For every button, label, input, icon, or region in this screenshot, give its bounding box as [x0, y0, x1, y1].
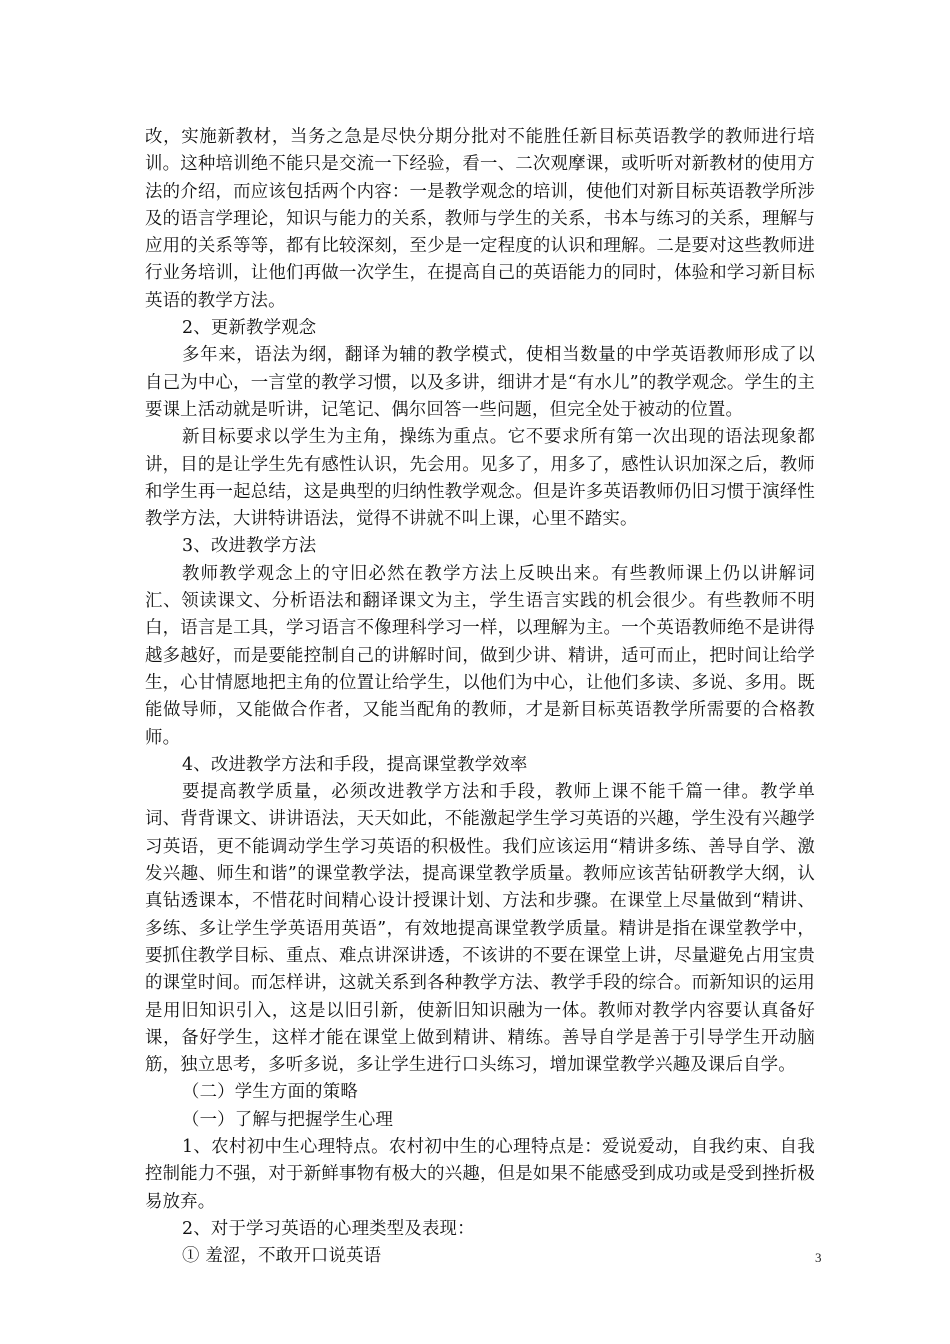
- page-number: 3: [815, 1250, 822, 1265]
- heading-update-teaching-concepts: 2、更新教学观念: [182, 318, 317, 339]
- document-body: [145, 124, 815, 1270]
- paragraph-1: 改，实施新教材，当务之急是尽快分期分批对不能胜任新目标英语教学的教师进行培训。这种培训绝不能只是交流一下经验，看一、二次观摩课，或听听对新教材的使用方法的介绍，而应该包括两个内容：一是教学观念的培训，使他们对新目标英语教学所涉及的语言学理论，知识与能力的关系，教师与学生的关系，书本与练习的关系，理解与应用的关系等等，都有比较深刻，至少是一定程度的认识和理解。二是要对这些教师进行业务培训，让他们再做一次学生，在提高自己的英语能力的同时，体验和学习新目标英语的教学方法。: [145, 127, 815, 311]
- heading-improve-teaching-methods: 3、改进教学方法: [182, 536, 317, 557]
- list-item-shy: ① 羞涩，不敢开口说英语: [182, 1246, 382, 1267]
- paragraph-6: 1、农村初中生心理特点。农村初中生的心理特点是：爱说爱动，自我约束、自我控制能力不强，对于新鲜事物有极大的兴趣，但是如果不能感受到成功或是受到挫折极易放弃。: [145, 1136, 815, 1212]
- paragraph-4: 教师教学观念上的守旧必然在教学方法上反映出来。有些教师课上仍以讲解词汇、领读课文、分析语法和翻译课文为主，学生语言实践的机会很少。有些教师不明白，语言是工具，学习语言不像理科学习一样，以理解为主。一个英语教师绝不是讲得越多越好，而是要能控制自己的讲解时间，做到少讲、精讲，适可而止，把时间让给学生，心甘情愿地把主角的位置让给学生，以他们为中心，让他们多读、多说、多用。既能做导师，又能做合作者，又能当配角的教师，才是新目标英语教学所需要的合格教师。: [145, 563, 815, 748]
- heading-student-psychology: （一）了解与把握学生心理: [182, 1109, 394, 1130]
- heading-psychology-types: 2、对于学习英语的心理类型及表现：: [182, 1218, 475, 1239]
- heading-student-strategies: （二）学生方面的策略: [182, 1082, 358, 1103]
- paragraph-2: 多年来，语法为纲，翻译为辅的教学模式，使相当数量的中学英语教师形成了以自己为中心，一言堂的教学习惯，以及多讲，细讲才是“有水儿”的教学观念。学生的主要课上活动就是听讲，记笔记、偶尔回答一些问题，但完全处于被动的位置。: [145, 345, 815, 420]
- paragraph-5: 要提高教学质量，必须改进教学方法和手段，教师上课不能千篇一律。教学单词、背背课文、讲讲语法，天天如此，不能激起学生学习英语的兴趣，学生没有兴趣学习英语，更不能调动学生学习英语的积极性。我们应该运用“精讲多练、善导自学、激发兴趣、师生和谐”的课堂教学法，提高课堂教学质量。教师应该苦钻研教学大纲，认真钻透课本，不惜花时间精心设计授课计划、方法和步骤。在课堂上尽量做到“精讲、多练、多让学生学英语用英语”，有效地提高课堂教学质量。精讲是指在课堂教学中，要抓住教学目标、重点、难点讲深讲透，不该讲的不要在课堂上讲，尽量避免占用宝贵的课堂时间。而怎样讲，这就关系到各种教学方法、教学手段的综合。而新知识的运用是用旧知识引入，这是以旧引新，使新旧知识融为一体。教师对教学内容要认真备好课，备好学生，这样才能在课堂上做到精讲、精练。善导自学是善于引导学生开动脑筋，独立思考，多听多说，多让学生进行口头练习，增加课堂教学兴趣及课后自学。: [145, 782, 815, 1076]
- paragraph-3: 新目标要求以学生为主角，操练为重点。它不要求所有第一次出现的语法现象都讲，目的是让学生先有感性认识，先会用。见多了，用多了，感性认识加深之后，教师和学生再一起总结，这是典型的归纳性教学观念。但是许多英语教师仍旧习惯于演绎性教学方法，大讲特讲语法，觉得不讲就不叫上课，心里不踏实。: [145, 427, 815, 530]
- heading-improve-efficiency: 4、改进教学方法和手段，提高课堂教学效率: [182, 754, 528, 775]
